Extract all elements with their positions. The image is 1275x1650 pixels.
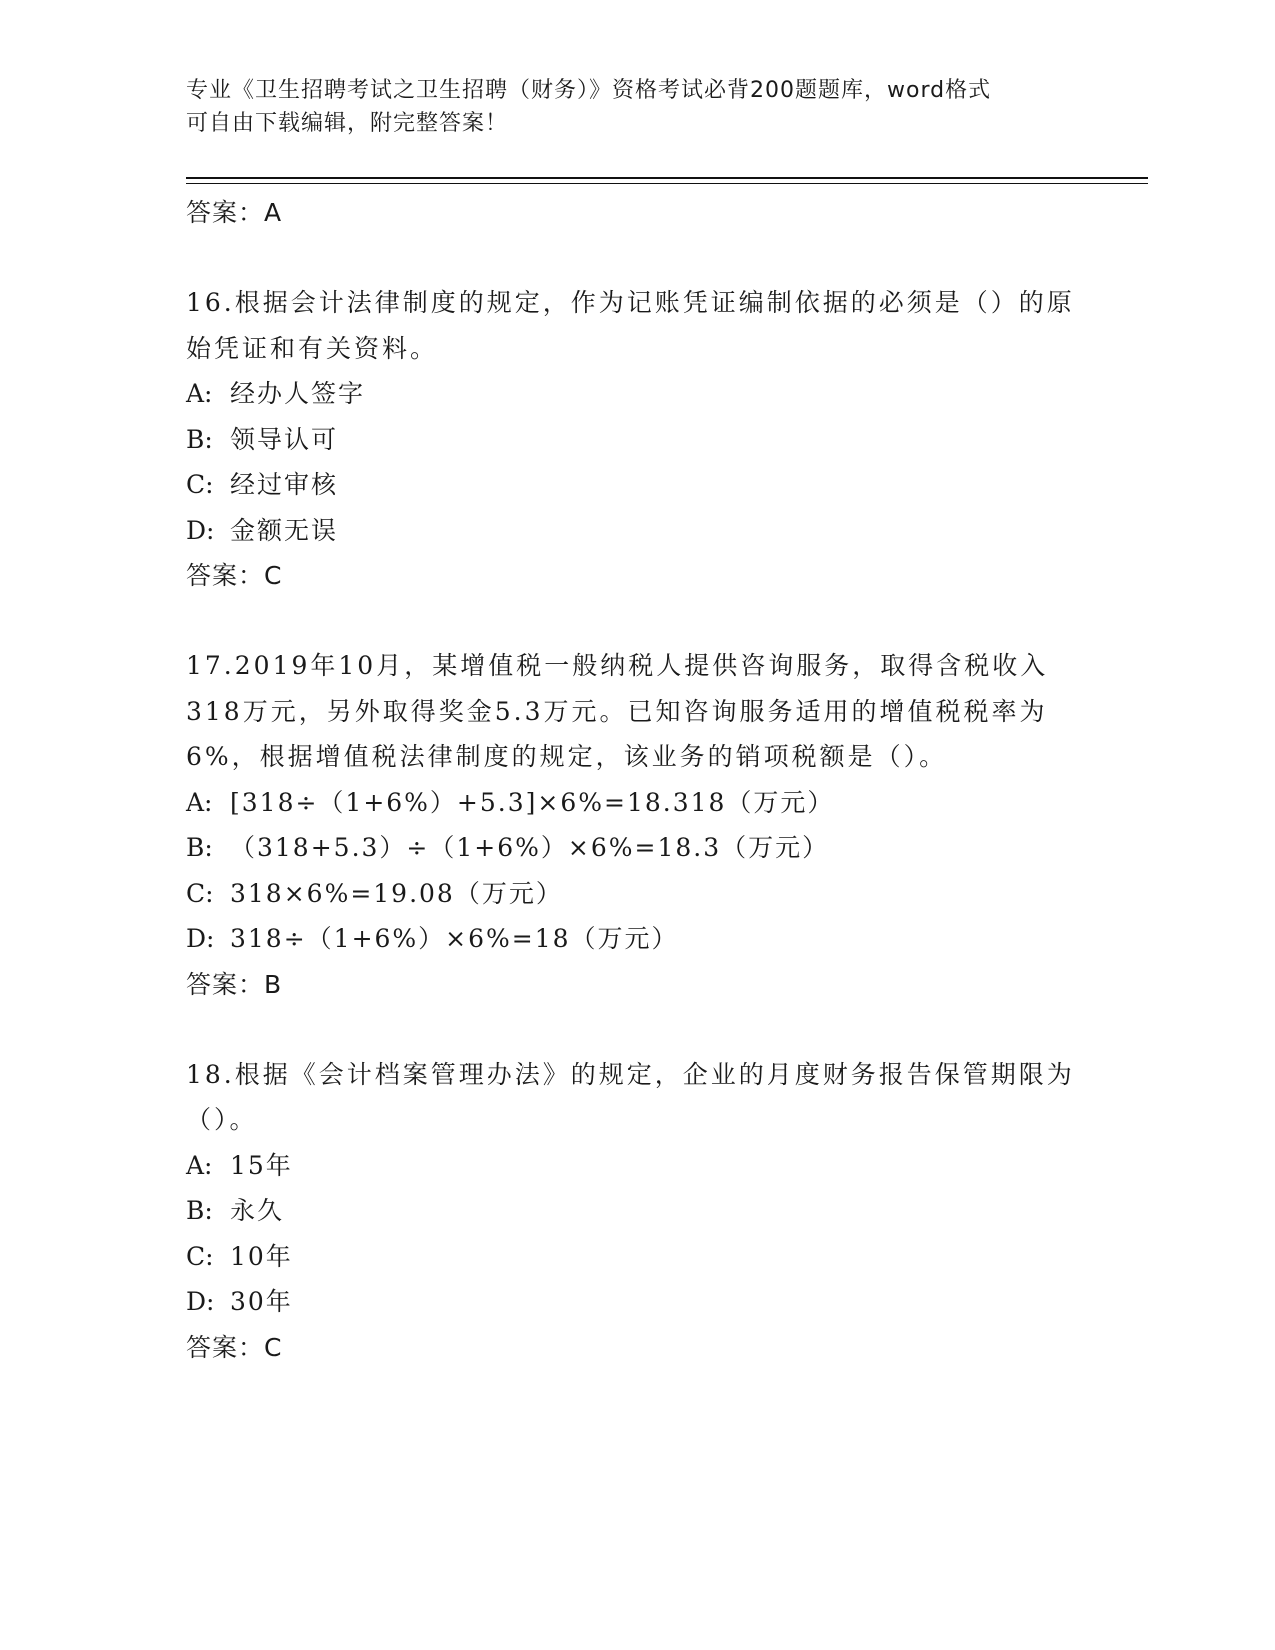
option-label: C:	[186, 470, 214, 499]
option-b	[186, 1188, 1086, 1234]
option-label: D:	[186, 1287, 215, 1316]
option-label: B:	[186, 1196, 213, 1225]
option-text: 10年	[230, 1241, 293, 1271]
option-text: 经过审核	[230, 470, 339, 499]
header-line-2: 可自由下载编辑，附完整答案！	[186, 111, 509, 136]
option-b	[186, 417, 1086, 463]
document-header	[186, 74, 1086, 140]
option-label: C:	[186, 878, 214, 908]
question-16	[186, 280, 1086, 598]
question-17	[186, 643, 1086, 1007]
header-divider-thin	[186, 183, 1148, 184]
answer-17: 答案：B	[186, 969, 283, 999]
option-d	[186, 916, 1086, 962]
option-c	[186, 1234, 1086, 1280]
option-label: D:	[186, 515, 215, 545]
option-text: 金额无误	[230, 515, 339, 545]
option-label: A:	[186, 1150, 213, 1180]
option-text: 318×6%=19.08（万元）	[230, 878, 563, 908]
option-d	[186, 508, 1086, 554]
option-label: B:	[186, 424, 213, 454]
option-c	[186, 871, 1086, 917]
option-text: （318+5.3）÷（1+6%）×6%=18.3（万元）	[230, 833, 830, 862]
option-b	[186, 825, 1086, 871]
option-label: C:	[186, 1241, 214, 1271]
question-text: 16.根据会计法律制度的规定，作为记账凭证编制依据的必须是（）的原始凭证和有关资料。	[186, 288, 1075, 363]
answer-16: 答案：C	[186, 561, 283, 590]
option-text: 经办人签字	[230, 379, 366, 408]
option-text: [318÷（1+6%）+5.3]×6%=18.318（万元）	[230, 787, 835, 817]
option-c	[186, 462, 1086, 508]
option-text: 领导认可	[230, 424, 339, 454]
option-a	[186, 780, 1086, 826]
option-label: A:	[186, 379, 213, 408]
option-label: A:	[186, 787, 213, 817]
question-text: 18.根据《会计档案管理办法》的规定，企业的月度财务报告保管期限为（）。	[186, 1059, 1075, 1134]
header-divider-thick	[186, 177, 1148, 179]
option-a	[186, 1143, 1086, 1189]
answer-18: 答案：C	[186, 1332, 283, 1362]
option-text: 318÷（1+6%）×6%=18（万元）	[230, 924, 679, 953]
question-18	[186, 1052, 1086, 1370]
option-label: D:	[186, 924, 215, 953]
header-line-1: 专业《卫生招聘考试之卫生招聘（财务）》资格考试必背200题题库，word格式	[186, 78, 992, 103]
document-body	[186, 190, 1086, 1370]
option-text: 30年	[230, 1287, 293, 1316]
option-text: 永久	[230, 1196, 285, 1225]
option-label: B:	[186, 833, 213, 862]
option-a	[186, 371, 1086, 417]
option-d	[186, 1279, 1086, 1325]
question-text: 17.2019年10月，某增值税一般纳税人提供咨询服务，取得含税收入318万元，另外取得奖金5.3万元。已知咨询服务适用的增值税税率为6%，根据增值税法律制度的规定，该业务的销项税额是（）。	[186, 651, 1049, 771]
option-text: 15年	[230, 1150, 293, 1180]
previous-answer: 答案：A	[186, 198, 283, 227]
